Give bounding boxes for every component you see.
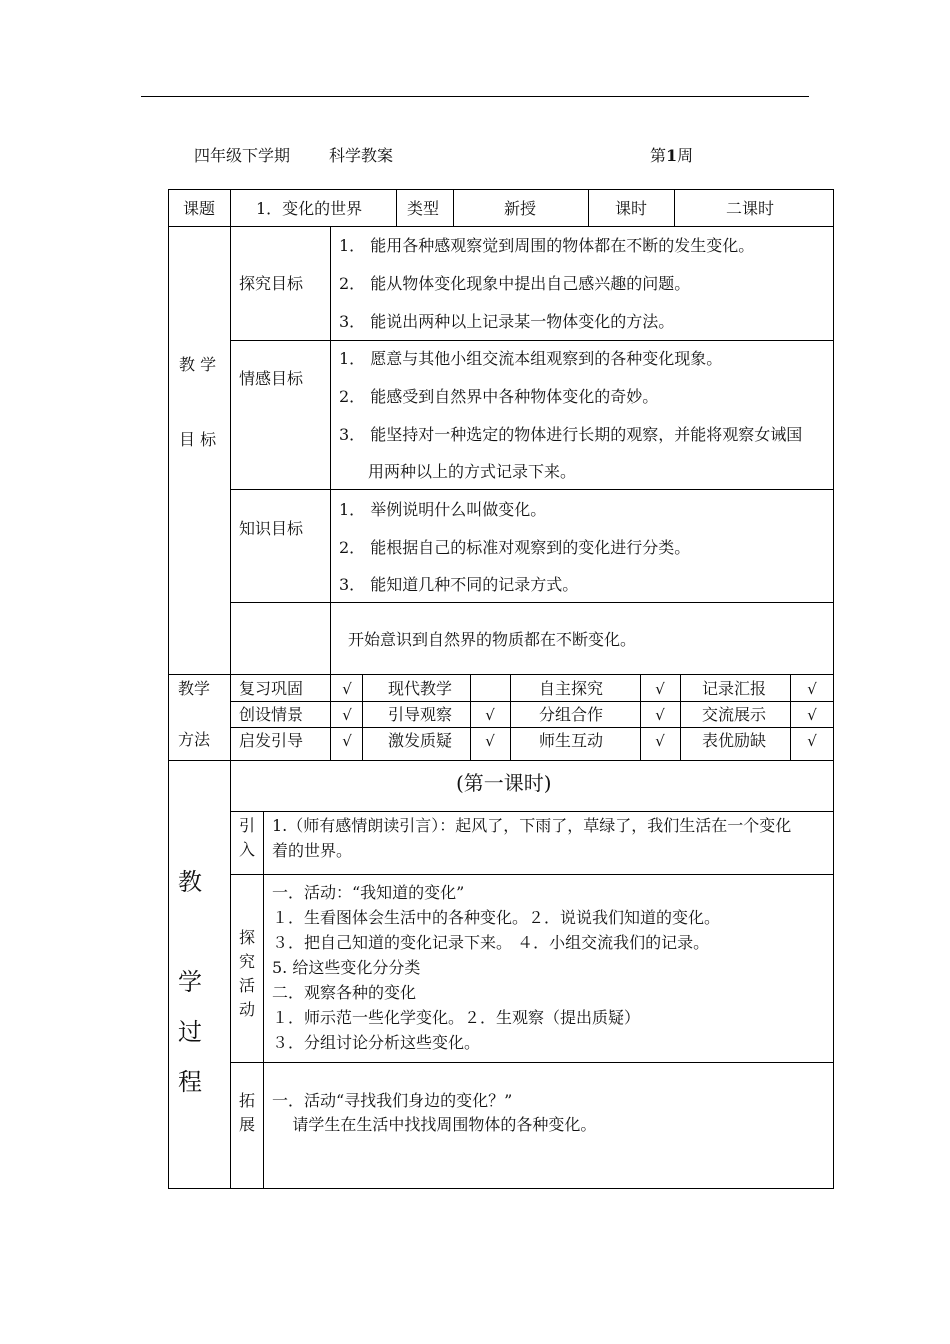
methods-sep-h	[790, 674, 791, 761]
method-name: 自主探究	[539, 679, 604, 698]
extend-label-char: 拓	[239, 1091, 256, 1110]
process-label-char: 程	[178, 1068, 202, 1096]
method-name: 记录汇报	[702, 679, 767, 698]
intro-label-char: 入	[239, 840, 256, 859]
methods-sep-g	[680, 674, 681, 761]
method-check: √	[655, 706, 665, 724]
methods-sep-e	[510, 674, 511, 761]
emotion-goal-label: 情感目标	[239, 369, 304, 388]
activity-line: 一．活动：“我知道的变化”	[272, 883, 465, 902]
explore-goal-label: 探究目标	[239, 274, 304, 293]
method-name: 引导观察	[388, 705, 453, 724]
method-check: √	[342, 732, 352, 750]
subject-label: 科学教案	[329, 146, 394, 165]
extend-line: 一．活动“寻找我们身边的变化？”	[272, 1091, 513, 1110]
hours-label: 课时	[615, 199, 648, 218]
method-name: 交流展示	[702, 705, 767, 724]
methods-sep-a	[230, 674, 231, 761]
activity-label-char: 探	[239, 928, 256, 947]
process-rule-3	[230, 1062, 834, 1063]
knowledge-goal-3: 3． 能知道几种不同的记录方式。	[339, 575, 579, 594]
method-name: 分组合作	[539, 705, 604, 724]
methods-rule-1	[230, 701, 834, 702]
activity-line: ３．分组讨论分析这些变化。	[272, 1033, 481, 1052]
goals-mid-sep	[330, 226, 331, 675]
method-name: 启发引导	[239, 731, 304, 750]
knowledge-goal-2: 2． 能根据自己的标准对观察到的变化进行分类。	[339, 538, 691, 557]
activity-line: 二．观察各种的变化	[272, 983, 417, 1002]
emotion-goal-3: 3． 能坚持对一种选定的物体进行长期的观察，并能将观察女诫国	[339, 425, 803, 444]
topic-label: 课题	[183, 199, 216, 218]
emotion-goal-1: 1． 愿意与其他小组交流本组观察到的各种变化现象。	[339, 349, 723, 368]
method-check: √	[342, 706, 352, 724]
goals-label-top: 教 学	[179, 355, 217, 374]
method-check: √	[807, 706, 817, 724]
method-check: √	[485, 706, 495, 724]
method-name: 现代教学	[388, 679, 453, 698]
type-value: 新授	[504, 199, 537, 218]
method-check: √	[485, 732, 495, 750]
process-sep-a	[230, 760, 231, 1189]
grade-term: 四年级下学期	[194, 146, 291, 165]
lesson-title: (第一课时)	[456, 771, 552, 795]
extend-label-char: 展	[239, 1115, 256, 1134]
intro-label-char: 引	[239, 816, 256, 835]
method-name: 激发质疑	[388, 731, 453, 750]
activity-line: 5. 给这些变化分分类	[272, 958, 421, 977]
process-label-char: 教	[178, 868, 202, 896]
extend-line: 请学生在生活中找找周围物体的各种变化。	[272, 1115, 597, 1134]
process-label-char: 学	[178, 968, 202, 996]
emotion-goal-2: 2． 能感受到自然界中各种物体变化的奇妙。	[339, 387, 659, 406]
process-rule-1	[230, 811, 834, 812]
process-rule-2	[230, 874, 834, 875]
method-name: 表优励缺	[702, 731, 767, 750]
methods-label-bottom: 方法	[178, 730, 211, 749]
method-check: √	[655, 732, 665, 750]
intro-line: 1.（师有感情朗读引言）：起风了，下雨了，草绿了，我们生活在一个变化	[272, 816, 792, 835]
activity-line: １．师示范一些化学变化。２．生观察（提出质疑）	[272, 1008, 641, 1027]
goals-left-sep	[230, 226, 231, 675]
activity-label-char: 动	[239, 1000, 256, 1019]
explore-goal-1: 1． 能用各种感观察觉到周围的物体都在不断的发生变化。	[339, 236, 755, 255]
method-name: 师生互动	[539, 731, 604, 750]
activity-line: １．生看图体会生活中的各种变化。２．说说我们知道的变化。	[272, 908, 721, 927]
activity-line: ３．把自己知道的变化记录下来。 ４．小组交流我们的记录。	[272, 933, 710, 952]
row1-sep-2	[396, 189, 397, 227]
method-check: √	[655, 680, 665, 698]
rule-row1	[168, 226, 834, 227]
method-check: √	[342, 680, 352, 698]
methods-sep-d	[470, 674, 471, 761]
row1-sep-3	[453, 189, 454, 227]
method-name: 创设情景	[239, 705, 304, 724]
process-sep-b	[263, 811, 264, 1189]
knowledge-goal-label: 知识目标	[239, 519, 304, 538]
type-label: 类型	[407, 199, 440, 218]
explore-goal-2: 2． 能从物体变化现象中提出自己感兴趣的问题。	[339, 274, 691, 293]
row1-sep-1	[230, 189, 231, 227]
method-check: √	[807, 732, 817, 750]
rule-methods-end	[168, 760, 834, 761]
methods-rule-2	[230, 727, 834, 728]
activity-label-char: 究	[239, 952, 256, 971]
hours-value: 二课时	[726, 199, 775, 218]
week-label: 第1周	[650, 146, 694, 165]
methods-label-top: 教学	[178, 679, 211, 698]
method-name: 复习巩固	[239, 679, 304, 698]
activity-label-char: 活	[239, 976, 256, 995]
process-label-char: 过	[178, 1018, 202, 1046]
goals-rule-2	[230, 489, 834, 490]
explore-goal-3: 3． 能说出两种以上记录某一物体变化的方法。	[339, 312, 675, 331]
method-check: √	[807, 680, 817, 698]
rule-goals-end	[168, 674, 834, 675]
row1-sep-5	[674, 189, 675, 227]
goals-rule-1	[230, 340, 834, 341]
topic-value: 1．变化的世界	[256, 199, 363, 218]
knowledge-goal-1: 1． 举例说明什么叫做变化。	[339, 500, 547, 519]
extra-goal: 开始意识到自然界的物质都在不断变化。	[348, 630, 637, 649]
header-rule	[141, 96, 809, 97]
intro-line: 着的世界。	[272, 841, 353, 860]
goals-label-bottom: 目 标	[179, 430, 217, 449]
emotion-goal-3-cont: 用两种以上的方式记录下来。	[368, 462, 577, 481]
methods-sep-f	[640, 674, 641, 761]
goals-rule-3	[230, 602, 834, 603]
row1-sep-4	[588, 189, 589, 227]
